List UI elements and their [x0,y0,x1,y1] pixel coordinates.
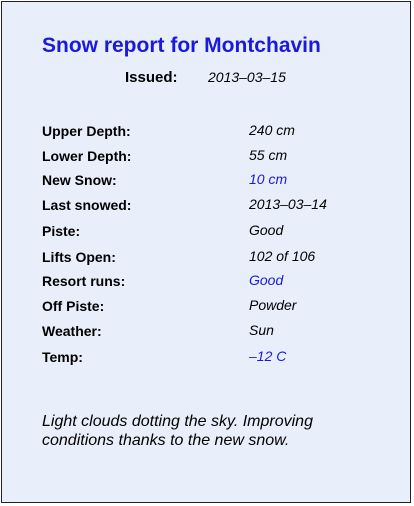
weather-row [42,323,382,343]
temp-row [42,349,382,369]
last-snowed-value: 2013–03–14 [249,196,327,212]
report-title: Snow report for Montchavin [42,34,321,57]
upper-depth-label: Upper Depth: [42,123,131,139]
upper-depth-value: 240 cm [249,122,295,138]
off-piste-value: Powder [249,297,297,313]
resort-runs-value: Good [249,272,284,288]
conditions-summary: Light clouds dotting the sky. Improving conditions thanks to the new snow. [42,413,313,449]
issued-label: Issued: [125,69,178,86]
lifts-open-row [42,249,382,269]
lifts-open-label: Lifts Open: [42,249,116,265]
off-piste-row [42,298,382,318]
lower-depth-label: Lower Depth: [42,148,132,164]
lower-depth-value: 55 cm [249,147,288,163]
snow-report-card [1,1,411,503]
new-snow-label: New Snow: [42,172,117,188]
lower-depth-row [42,148,382,168]
piste-value: Good [249,222,284,238]
piste-row [42,223,382,243]
resort-runs-row [42,273,382,293]
resort-runs-label: Resort runs: [42,273,126,289]
issued-date: 2013–03–15 [208,69,286,85]
temp-value: –12 C [249,348,287,364]
weather-label: Weather: [42,323,102,339]
last-snowed-label: Last snowed: [42,197,132,213]
lifts-open-value: 102 of 106 [249,248,316,264]
new-snow-row [42,172,382,192]
temp-label: Temp: [42,349,83,365]
new-snow-value: 10 cm [249,171,288,187]
off-piste-label: Off Piste: [42,298,105,314]
upper-depth-row [42,123,382,143]
piste-label: Piste: [42,223,81,239]
last-snowed-row [42,197,382,217]
weather-value: Sun [249,322,274,338]
